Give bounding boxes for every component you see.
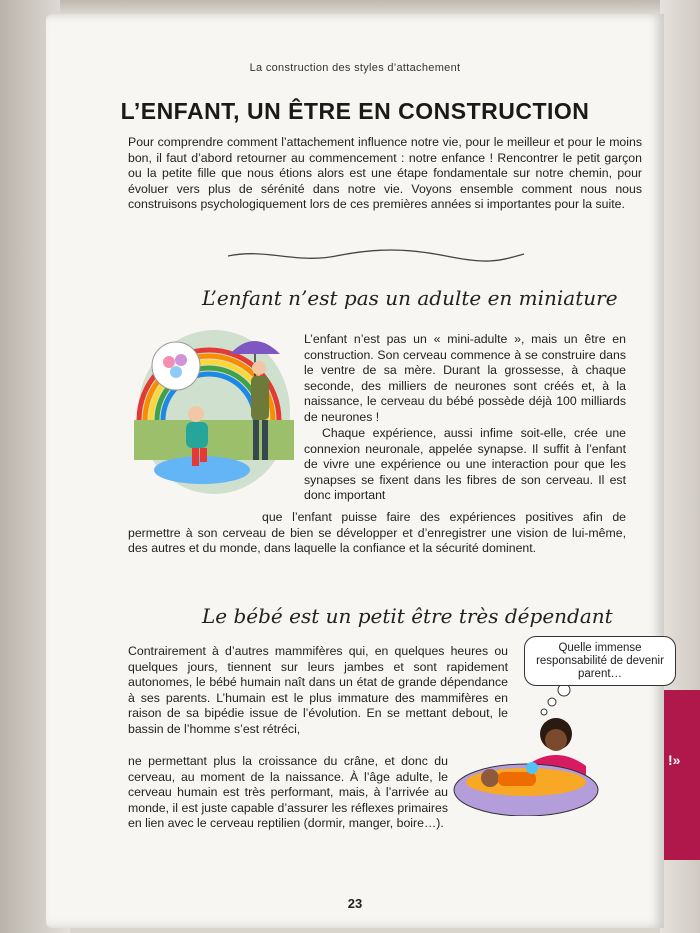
thought-bubble [524, 636, 676, 686]
section-heading-1: L’enfant n’est pas un adulte en miniature [202, 286, 618, 310]
section1-paragraph2-bottom: que l’enfant puisse faire des expériences positives afin de permettre à son cerveau de bien se développer et d’enregistrer une vision de lui-même, des autres et du monde, dans laquelle la confiance et la sécurité dominent. [128, 510, 626, 556]
section1-paragraph2-top: Chaque expérience, aussi infime soit-elle, crée une connexion neuronale, appelée synapse. Il suffit à l’enfant de vivre une expérience ou une interaction pour que les synapses se fixent dans les fibres de son cerveau. Il est donc important [304, 426, 626, 503]
wavy-divider [226, 248, 526, 264]
section2-paragraph-bottom: ne permettant plus la croissance du crâne, et donc du cerveau, au moment de la naissance. À l’âge adulte, le cerveau humain est très performant, mais, à l’arrivée au monde, il est juste capable d’assurer les réflexes primaires en lien avec le cerveau reptilien (dormir, manger, boire…). [128, 754, 448, 831]
intro-paragraph: Pour comprendre comment l’attachement influence notre vie, pour le meilleur et pour le moins bon, il faut d’abord retourner au commencement : notre enfance ! Rencontrer le petit garçon ou la petite fille que nous étions alors est une étape fondamentale sur notre chemin, pour évoluer vers plus de sérénité dans notre vie. Voyons ensemble comment nous nous construisons psychologiquement lors de ces premières années si importantes pour la suite. [128, 135, 642, 212]
running-header: La construction des styles d’attachement [249, 62, 461, 74]
side-tab-label: !» [668, 752, 681, 768]
section-heading-2: Le bébé est un petit être très dépendant [202, 604, 613, 628]
section1-paragraph1: L’enfant n’est pas un « mini-adulte », mais un être en construction. Son cerveau commence à se construire dans le ventre de sa mère. Durant la grossesse, à chaque seconde, des milliers de neurones sont créés et, à la naissance, le cerveau du bébé possède déjà 100 milliards de neurones ! [304, 332, 626, 424]
section2-paragraph-top: Contrairement à d’autres mammifères qui, en quelques heures ou quelques jours, tiennent sur leurs jambes et sont rapidement autonomes, le bébé humain naît dans un état de grande dépendance à ses parents. L’humain est le plus immature des mammifères en raison de sa bipédie issue de l’évolution. En se mettant debout, le bassin de l’homme s’est rétréci, [128, 644, 508, 736]
mother-baby-illustration [452, 686, 602, 816]
page-number: 23 [347, 896, 363, 911]
book-page [46, 14, 664, 928]
page-title: L’ENFANT, UN ÊTRE EN CONSTRUCTION [120, 98, 590, 124]
thought-bubble-text: Quelle immense responsabilité de devenir parent… [536, 641, 664, 680]
side-tab [664, 690, 700, 860]
child-rain-illustration [134, 320, 294, 500]
